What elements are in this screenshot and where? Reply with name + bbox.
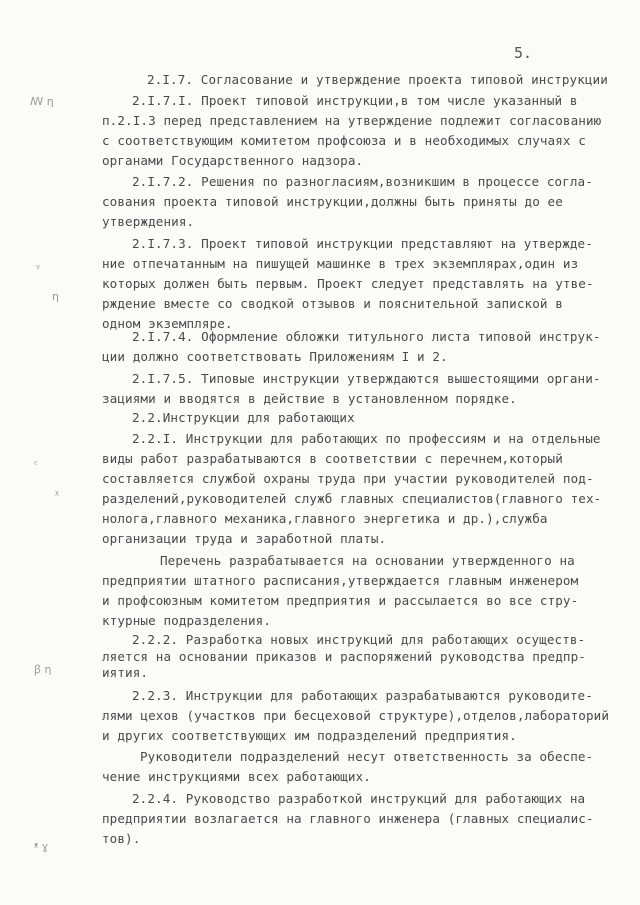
margin-mark: ᵡ — [55, 488, 60, 501]
paragraph-line: органами Государственного надзора. — [102, 153, 364, 168]
paragraph-line: организации труда и заработной платы. — [102, 531, 387, 546]
paragraph-line: предприятии штатного расписания,утверждается главным инженером — [102, 573, 579, 588]
paragraph-line: утверждения. — [102, 214, 195, 229]
paragraph-line: нолога,главного механика,главного энергетика и др.),служба — [102, 511, 548, 526]
margin-mark: ꟿ ƞ — [30, 95, 54, 108]
paragraph-line: разделений,руководителей служб главных специалистов(главного тех- — [102, 491, 602, 506]
paragraph-line: 2.2.2. Разработка новых инструкций для работающих осуществ- — [132, 632, 586, 647]
section-heading-2-1-7: 2.I.7. Согласование и утверждение проекта типовой инструкции — [147, 72, 608, 87]
margin-mark: ƞ — [52, 290, 59, 303]
paragraph-line: и других соответствующих им подразделений предприятия. — [102, 728, 517, 743]
paragraph-line: которых должен быть первым. Проект следует представлять на утве- — [102, 276, 594, 291]
paragraph-line: 2.I.7.I. Проект типовой инструкции,в том числе указанный в — [132, 93, 578, 108]
paragraph-line: ние отпечатанным на пишущей машинке в трех экземплярах,один из — [102, 256, 579, 271]
paragraph-line: с соответствующим комитетом профсоюза и в необходимых случаях с — [102, 133, 586, 148]
paragraph-line: 2.2.3. Инструкции для работающих разрабатываются руководите- — [132, 688, 593, 703]
margin-mark: ᵜ ɣ — [34, 840, 49, 853]
paragraph-line: предприятии возлагается на главного инженера (главных специалис- — [102, 811, 594, 826]
paragraph-line: рждение вместе со сводкой отзывов и пояснительной запиской в — [102, 296, 563, 311]
paragraph-line: 2.I.7.5. Типовые инструкции утверждаются вышестоящими органи- — [132, 371, 601, 386]
paragraph-line: 2.I.7.4. Оформление обложки титульного листа типовой инструк- — [132, 329, 601, 344]
paragraph-line: и профсоюзным комитетом предприятия и рассылается во все стру- — [102, 593, 579, 608]
paragraph-line: сования проекта типовой инструкции,должны быть приняты до ее — [102, 194, 563, 209]
paragraph-line: 2.I.7.3. Проект типовой инструкции представляют на утвержде- — [132, 236, 593, 251]
paragraph-line: 2.2.4. Руководство разработкой инструкций для работающих на — [132, 791, 586, 806]
paragraph-line: одном экземпляре. — [102, 316, 233, 331]
paragraph-line: лями цехов (участков при бесцеховой структуре),отделов,лабораторий — [102, 708, 610, 723]
margin-mark: ᶜ — [34, 458, 39, 471]
margin-mark: ꞵ ƞ — [34, 663, 52, 676]
paragraph-line: 2.2.I. Инструкции для работающих по профессиям и на отдельные — [132, 431, 601, 446]
paragraph-line: Перечень разрабатывается на основании утвержденного на — [160, 553, 575, 568]
paragraph-line: ктурные подразделения. — [102, 613, 272, 628]
paragraph-line: Руководители подразделений несут ответственность за обеспе- — [140, 749, 594, 764]
section-heading-2-2: 2.2.Инструкции для работающих — [132, 410, 355, 425]
paragraph-line: ляется на основании приказов и распоряжений руководства предпр- — [102, 649, 586, 664]
paragraph-line: тов). — [102, 831, 141, 846]
paragraph-line: п.2.I.3 перед представлением на утверждение подлежит согласованию — [102, 113, 602, 128]
margin-mark: ᵞ — [36, 262, 41, 275]
paragraph-line: иятия. — [102, 665, 149, 680]
paragraph-line: 2.I.7.2. Решения по разногласиям,возникшим в процессе согла- — [132, 174, 593, 189]
paragraph-line: виды работ разрабатываются в соответствии с перечнем,который — [102, 451, 563, 466]
paragraph-line: составляется службой охраны труда при участии руководителей под- — [102, 471, 594, 486]
page-number: 5. — [514, 44, 533, 62]
paragraph-line: ции должно соответствовать Приложениям I и 2. — [102, 349, 448, 364]
paragraph-line: чение инструкциями всех работающих. — [102, 769, 371, 784]
paragraph-line: зациями и вводятся в действие в установленном порядке. — [102, 391, 517, 406]
